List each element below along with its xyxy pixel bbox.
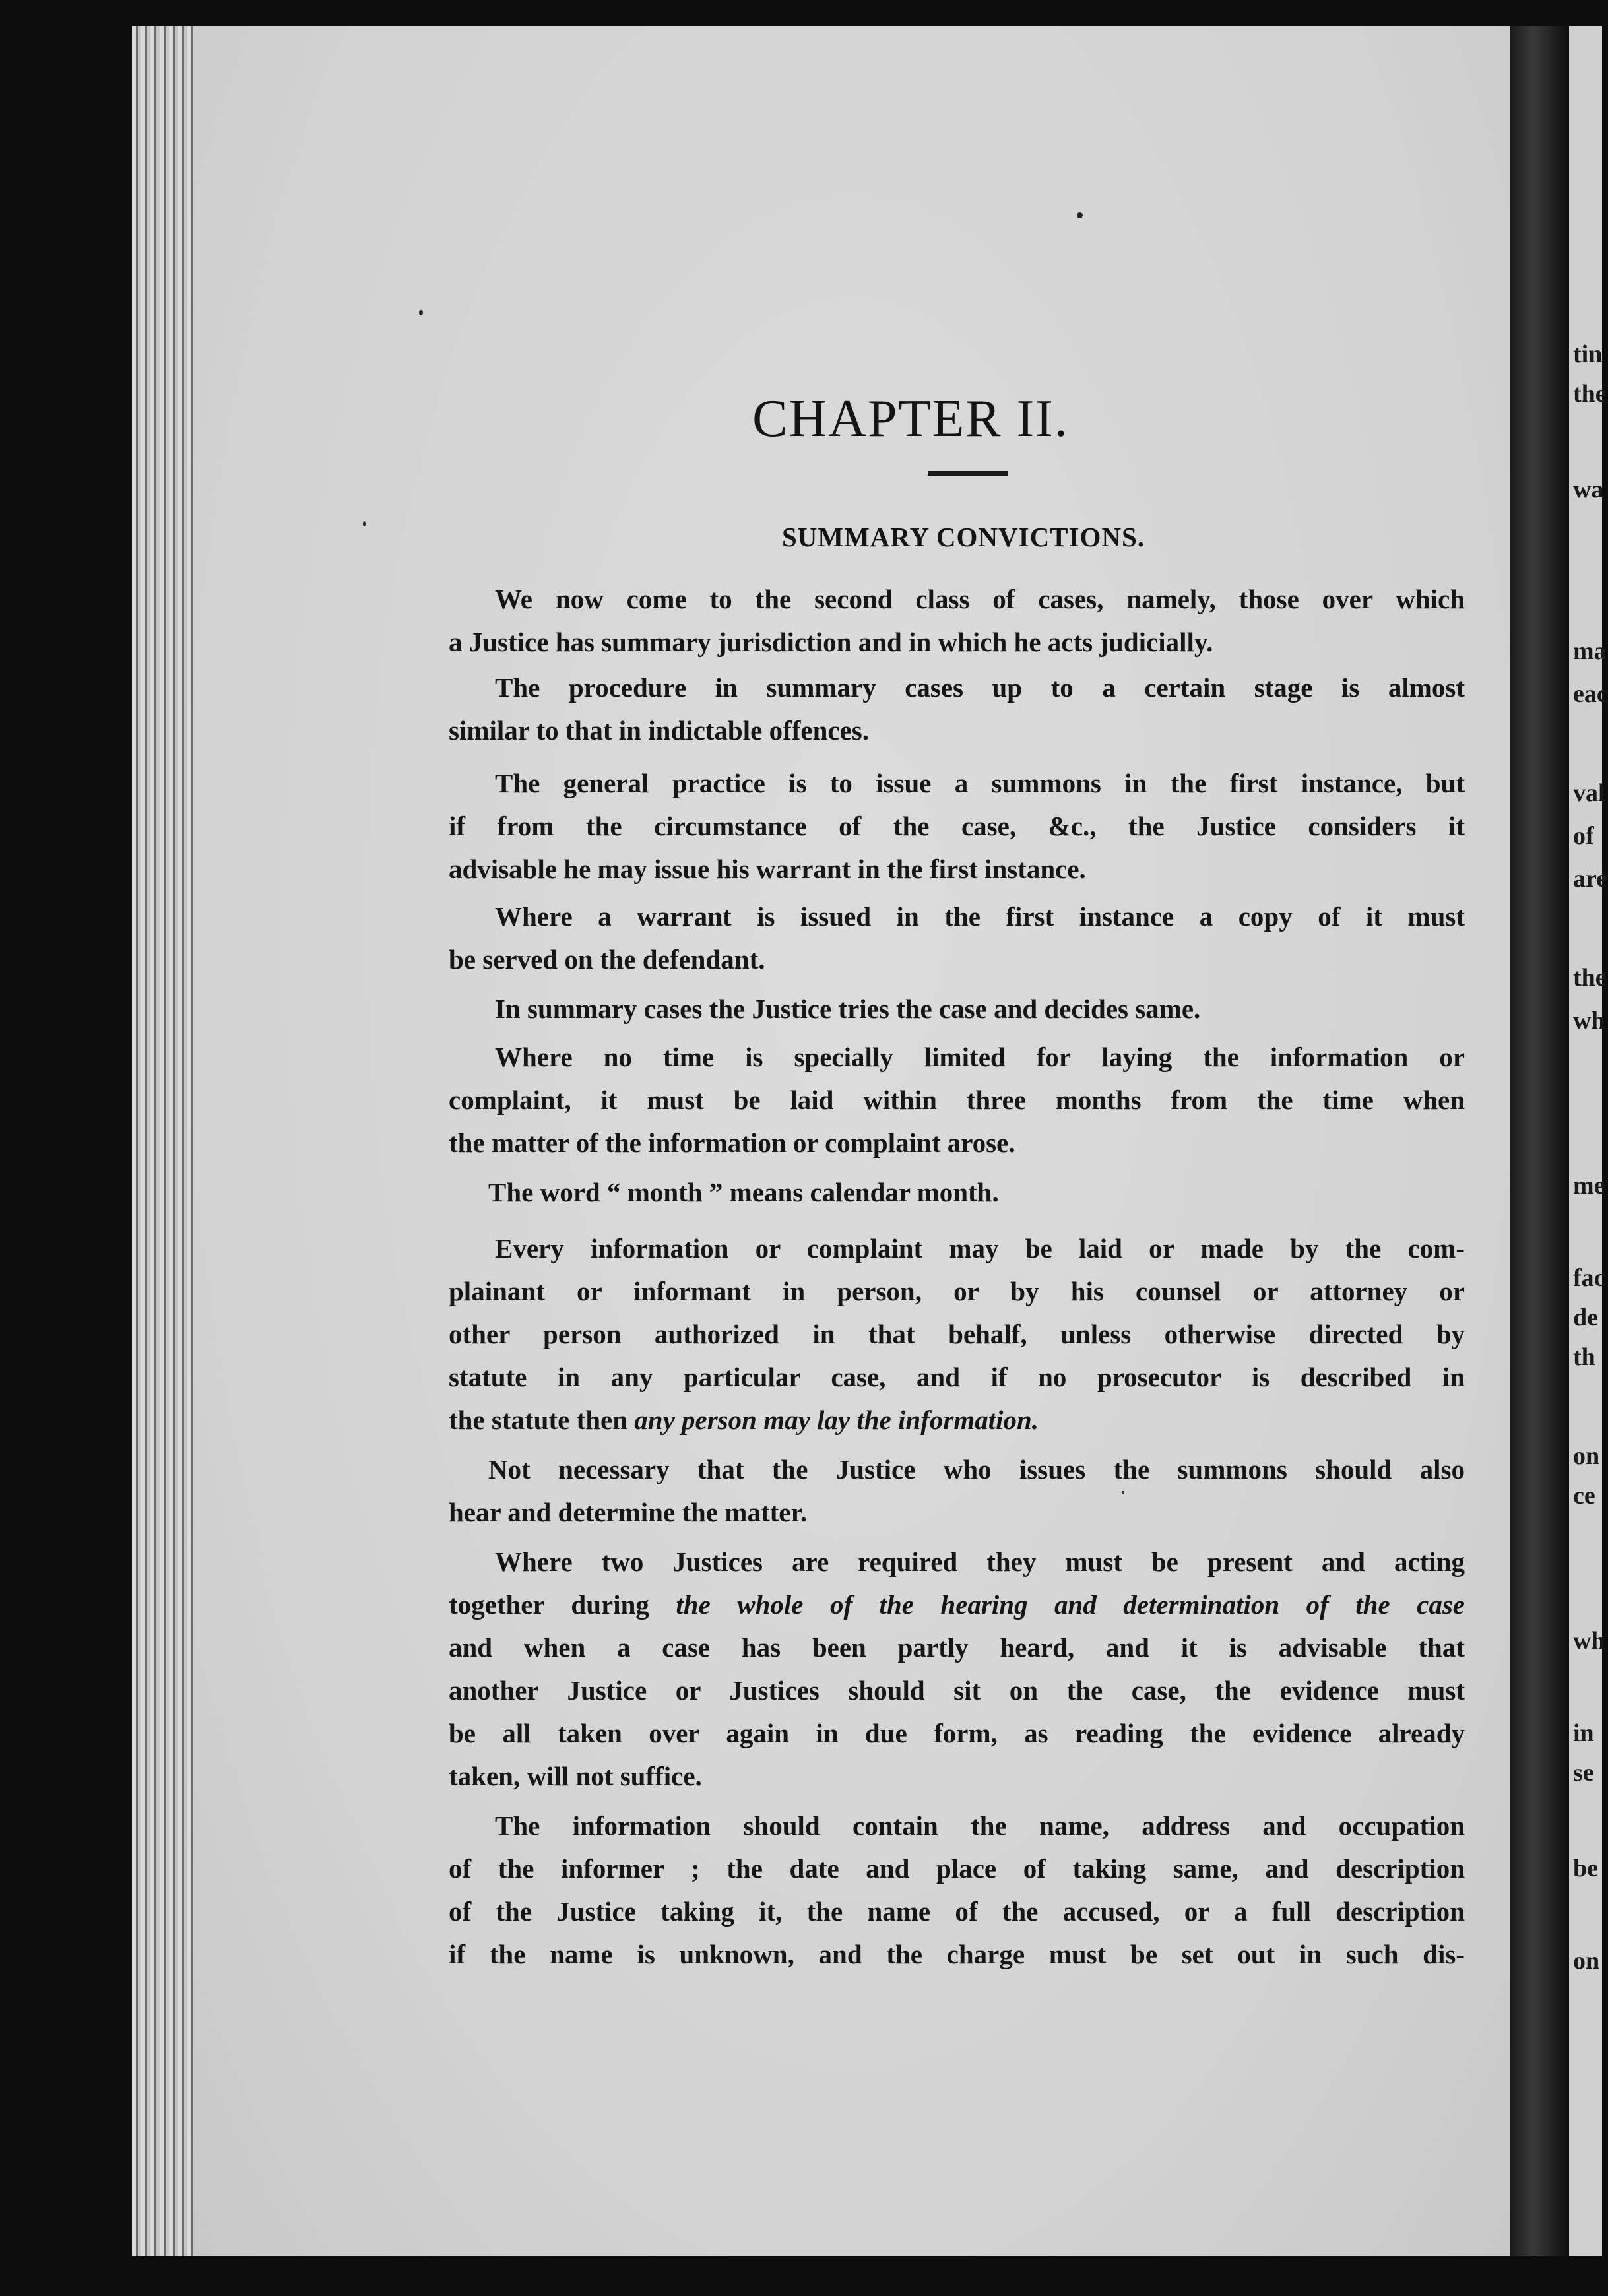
facing-fragment: the bbox=[1573, 964, 1607, 992]
text-run: the statute then bbox=[449, 1405, 635, 1435]
paragraph bbox=[449, 1541, 1465, 1798]
text-line: statute in any particular case, and if no prosecutor is described in bbox=[449, 1362, 1465, 1392]
facing-fragment: wh bbox=[1573, 1007, 1605, 1035]
text-line: of the Justice taking it, the name of the accused, or a full description bbox=[449, 1896, 1465, 1927]
text-line: hear and determine the matter. bbox=[449, 1497, 808, 1527]
facing-fragment: fac bbox=[1573, 1264, 1605, 1292]
facing-fragment: ce bbox=[1573, 1482, 1595, 1510]
facing-fragment: be bbox=[1573, 1855, 1598, 1882]
paragraph bbox=[449, 1804, 1465, 1976]
facing-fragment: wh bbox=[1573, 1627, 1605, 1655]
text-line: be served on the defendant. bbox=[449, 944, 765, 974]
text-line: and when a case has been partly heard, and it is advisable that bbox=[449, 1632, 1465, 1663]
paragraph bbox=[449, 895, 1465, 981]
text-line: We now come to the second class of cases, namely, those over which bbox=[495, 584, 1465, 614]
text-line: be all taken over again in due form, as reading the evidence already bbox=[449, 1718, 1465, 1748]
facing-page bbox=[1569, 26, 1608, 2256]
facing-fragment: me bbox=[1573, 1172, 1605, 1199]
paragraph bbox=[449, 578, 1465, 664]
text-line: taken, will not suffice. bbox=[449, 1761, 702, 1791]
facing-fragment: th bbox=[1573, 1343, 1595, 1371]
facing-fragment: de bbox=[1573, 1304, 1598, 1331]
text-line: Where a warrant is issued in the first instance a copy of it must bbox=[495, 901, 1465, 932]
paragraph bbox=[449, 762, 1465, 891]
title-rule bbox=[928, 471, 1008, 476]
text-line: a Justice has summary jurisdiction and in which he acts judicially. bbox=[449, 627, 1213, 657]
facing-fragment: of bbox=[1573, 822, 1594, 850]
paragraph bbox=[449, 1448, 1465, 1534]
text-line: if the name is unknown, and the charge must be set out in such dis- bbox=[449, 1939, 1465, 1969]
text-line: Where no time is specially limited for laying the information or bbox=[495, 1042, 1465, 1072]
text-line: complaint, it must be laid within three months from the time when bbox=[449, 1085, 1465, 1115]
paragraph bbox=[449, 1171, 1465, 1214]
paragraph bbox=[449, 1036, 1465, 1164]
book-gutter bbox=[1510, 26, 1569, 2256]
text-line bbox=[449, 1399, 1465, 1442]
facing-fragment: are bbox=[1573, 865, 1608, 893]
text-line: the matter of the information or complaint arose. bbox=[449, 1128, 1015, 1158]
chapter-title: CHAPTER II. bbox=[752, 390, 1069, 448]
text-line bbox=[449, 1583, 1465, 1626]
text-line: The information should contain the name, address and occupation bbox=[495, 1810, 1465, 1841]
italic-text: any person may lay the information. bbox=[634, 1405, 1039, 1435]
text-line: plainant or informant in person, or by his counsel or attorney or bbox=[449, 1276, 1465, 1306]
facing-fragment: in bbox=[1573, 1719, 1594, 1747]
facing-fragment: se bbox=[1573, 1759, 1594, 1787]
facing-fragment: wa bbox=[1573, 476, 1604, 503]
text-line: advisable he may issue his warrant in the first instance. bbox=[449, 854, 1086, 884]
facing-fragment: val bbox=[1573, 779, 1605, 807]
facing-fragment: on bbox=[1573, 1442, 1600, 1470]
text-line: The general practice is to issue a summons in the first instance, but bbox=[495, 768, 1465, 798]
text-line: Not necessary that the Justice who issues the summons should also bbox=[488, 1454, 1465, 1484]
paragraph bbox=[449, 1227, 1465, 1442]
paragraph bbox=[449, 666, 1465, 752]
facing-fragment: on bbox=[1573, 1947, 1600, 1975]
text-line: if from the circumstance of the case, &c., the Justice considers it bbox=[449, 811, 1465, 841]
text-line: Where two Justices are required they must be present and acting bbox=[495, 1547, 1465, 1577]
page-edges bbox=[132, 26, 198, 2256]
italic-text: the whole of the hearing and determination of the case bbox=[676, 1589, 1465, 1620]
section-title: SUMMARY CONVICTIONS. bbox=[781, 522, 1145, 552]
text-line: other person authorized in that behalf, unless otherwise directed by bbox=[449, 1319, 1465, 1349]
facing-fragment: ma bbox=[1573, 637, 1607, 665]
text-line: Every information or complaint may be laid or made by the com- bbox=[495, 1233, 1465, 1263]
paragraph bbox=[449, 988, 1465, 1031]
facing-fragment: the bbox=[1573, 380, 1607, 408]
facing-fragment: eac bbox=[1573, 680, 1608, 708]
text-line: The word “ month ” means calendar month. bbox=[488, 1177, 999, 1207]
facing-fragment: tin bbox=[1573, 340, 1603, 368]
text-run: together during bbox=[449, 1589, 676, 1620]
text-line: another Justice or Justices should sit on the case, the evidence must bbox=[449, 1675, 1465, 1706]
text-line: The procedure in summary cases up to a certain stage is almost bbox=[495, 672, 1465, 703]
text-line: of the informer ; the date and place of taking same, and description bbox=[449, 1853, 1465, 1884]
text-line: similar to that in indictable offences. bbox=[449, 715, 869, 746]
text-line: In summary cases the Justice tries the case and decides same. bbox=[495, 994, 1201, 1024]
